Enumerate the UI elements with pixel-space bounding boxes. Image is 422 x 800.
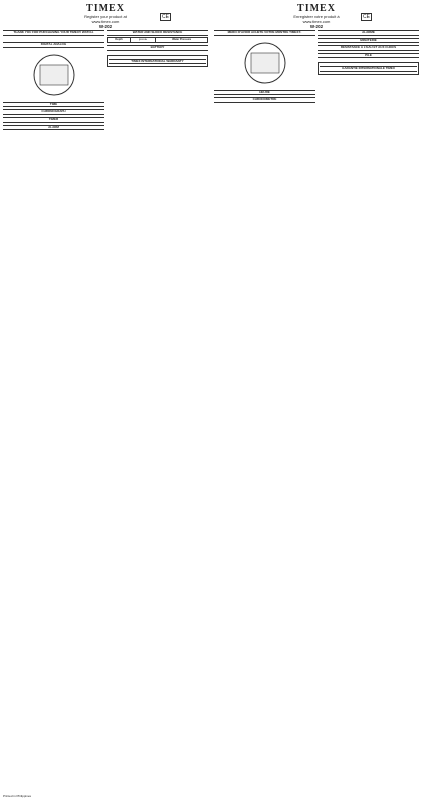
heure-heading: HEURE <box>214 90 315 96</box>
chrono-heading-fr: CHRONOMÈTRE <box>214 97 315 103</box>
french-page <box>211 0 422 800</box>
table-header: p.s.i.a. <box>131 37 156 43</box>
brand-logo: TIMEX <box>297 3 336 14</box>
website-text: www.timex.com <box>91 19 120 24</box>
eau-heading: RÉSISTANCE À L'EAU ET AUX CHOCS <box>318 45 419 51</box>
column-3 <box>214 28 315 796</box>
garantie-box <box>318 62 419 75</box>
brand-logo: TIMEX <box>86 3 125 14</box>
register-text: Register your product at <box>84 14 127 19</box>
ce-mark: CE <box>162 14 169 20</box>
pile-heading: PILE <box>318 53 419 59</box>
model-number: W-202 <box>309 24 324 29</box>
model-number: W-202 <box>98 24 113 29</box>
column-1 <box>3 28 104 796</box>
french-header <box>211 3 422 29</box>
ce-mark: CE <box>363 14 370 20</box>
merci-heading: MERCI D'AVOIR ACHETÉ VOTRE MONTRE TIMEX®. <box>214 30 315 36</box>
alarm-heading: ALARM <box>3 125 104 131</box>
chrono-heading: CHRONOGRAPH <box>3 109 104 115</box>
digital-heading: DIGITAL ANALOG <box>3 42 104 48</box>
warranty-heading: TIMEX INTERNATIONAL WARRANTY <box>109 59 206 65</box>
column-4 <box>318 28 419 796</box>
english-header <box>0 3 211 29</box>
table-header: Water Pressure <box>156 37 208 43</box>
warranty-box <box>107 55 208 68</box>
water-heading: WATER AND SHOCK RESISTANCE <box>107 30 208 36</box>
watch-diagram-icon <box>235 38 295 88</box>
alarme-heading: ALARME <box>318 30 419 36</box>
battery-heading: BATTERY <box>107 45 208 51</box>
register-text: Enregistrer votre produit à <box>293 14 340 19</box>
table-header: Depth <box>108 37 131 43</box>
watch-diagram-icon <box>24 50 84 100</box>
timer-heading: TIMER <box>3 117 104 123</box>
time-heading: TIME <box>3 102 104 108</box>
print-footer: Printed in Philippines <box>3 794 32 798</box>
minuterie-heading: MINUTERIE <box>318 38 419 44</box>
thanks-heading: THANK YOU FOR PURCHASING YOUR TIMEX® WATCH. <box>3 30 104 36</box>
water-table <box>107 37 208 44</box>
column-2 <box>107 28 208 796</box>
website-text: www.timex.com <box>302 19 331 24</box>
garantie-heading: GARANTIE INTERNATIONALE TIMEX <box>320 66 417 72</box>
